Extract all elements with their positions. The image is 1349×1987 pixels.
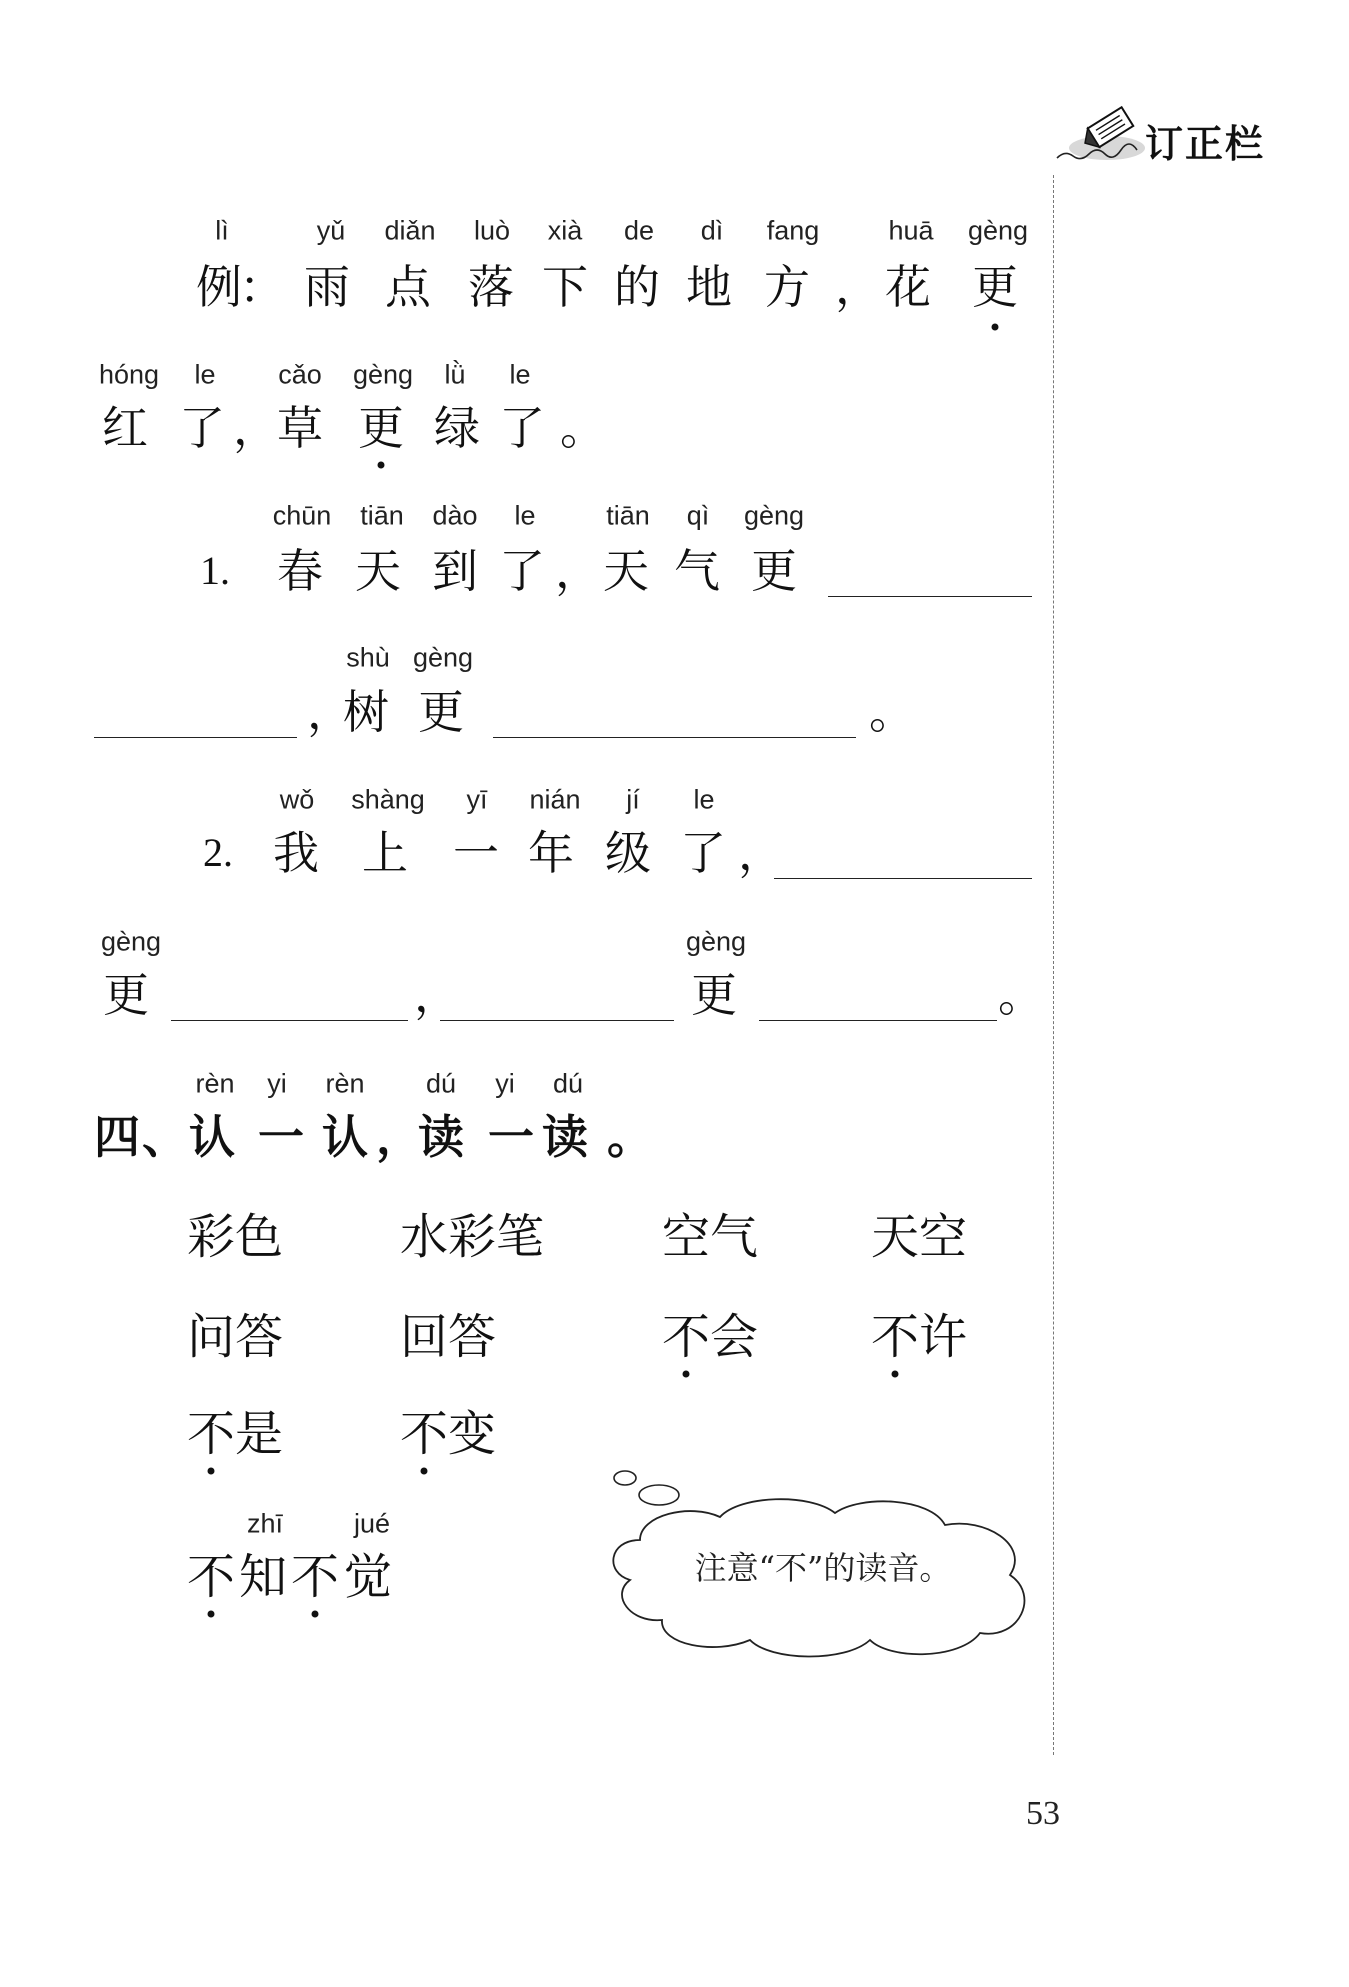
answer-blank <box>493 737 856 738</box>
hanzi-char: 到 <box>432 544 478 598</box>
hanzi-char: 更 <box>103 968 149 1022</box>
section-heading-char: 一 <box>488 1110 534 1164</box>
pinyin-syllable: gèng <box>743 500 805 531</box>
pinyin-syllable: hóng <box>98 359 160 390</box>
section-heading-char: 读 <box>418 1110 464 1164</box>
pinyin-syllable: jué <box>353 1508 391 1539</box>
pinyin-syllable: yǔ <box>316 215 346 246</box>
pinyin-syllable: huā <box>888 215 934 246</box>
hanzi-char: 气 <box>674 544 720 598</box>
pinyin-syllable: dào <box>432 500 478 531</box>
pinyin-syllable: wǒ <box>279 784 315 815</box>
hanzi-char: 了 <box>680 826 726 880</box>
pinyin-syllable: tiān <box>360 500 404 531</box>
hanzi-char: 草 <box>277 401 323 455</box>
pinyin-syllable: dú <box>425 1068 457 1099</box>
hanzi-char: 我 <box>273 826 319 880</box>
punctuation: ， <box>835 260 881 314</box>
idiom-char: 不 <box>186 1549 236 1605</box>
vocab-word: 不会 <box>662 1309 759 1365</box>
pinyin-syllable: diǎn <box>384 215 436 246</box>
pinyin-syllable: shù <box>346 642 390 673</box>
emphasis-dot <box>892 1371 899 1378</box>
vocab-word: 彩色 <box>187 1209 284 1265</box>
correction-column-label: 订正栏 <box>1144 122 1266 166</box>
punctuation: ， <box>233 401 279 455</box>
hanzi-char: 天 <box>603 544 649 598</box>
hanzi-char: 了 <box>179 401 225 455</box>
answer-blank <box>759 1020 997 1021</box>
hanzi-char: 春 <box>277 544 323 598</box>
hanzi-char: 下 <box>542 260 588 314</box>
answer-blank <box>94 737 297 738</box>
punctuation: ， <box>738 826 784 880</box>
page-number: 53 <box>1026 1795 1060 1832</box>
hanzi-char: 树 <box>343 685 389 739</box>
hanzi-char: 年 <box>528 826 574 880</box>
idiom-char: 知 <box>238 1549 288 1605</box>
pinyin-syllable: dì <box>700 215 724 246</box>
emphasis-dot <box>378 462 385 469</box>
pinyin-syllable: gèng <box>685 926 747 957</box>
tip-bubble-text: 注意“不”的读音。 <box>694 1549 952 1587</box>
hanzi-char: 点 <box>385 260 431 314</box>
vocab-word: 回答 <box>400 1309 497 1365</box>
pinyin-syllable: cǎo <box>278 359 322 390</box>
hanzi-char: 天 <box>355 544 401 598</box>
exercise-number: 2. <box>203 830 233 875</box>
pinyin-syllable: chūn <box>272 500 332 531</box>
emphasis-dot <box>992 324 999 331</box>
idiom-char: 不 <box>290 1549 340 1605</box>
vocab-word: 空气 <box>662 1209 759 1265</box>
emphasis-dot <box>208 1611 215 1618</box>
pinyin-syllable: rèn <box>325 1068 365 1099</box>
hanzi-char: 地 <box>686 260 732 314</box>
idiom-char: 觉 <box>343 1549 393 1605</box>
emphasis-dot <box>312 1611 319 1618</box>
pinyin-syllable: de <box>623 215 655 246</box>
pinyin-syllable: lì <box>215 215 229 246</box>
section-heading-char: 读 <box>542 1110 588 1164</box>
hanzi-char: 一 <box>453 826 499 880</box>
pinyin-syllable: yi <box>495 1068 515 1099</box>
vocab-word: 天空 <box>871 1209 968 1265</box>
pinyin-syllable: le <box>509 359 531 390</box>
pinyin-syllable: tiān <box>606 500 650 531</box>
section-heading-char: 、 <box>142 1110 188 1164</box>
vocab-word: 水彩笔 <box>400 1209 545 1265</box>
answer-blank <box>828 596 1032 597</box>
punctuation: 。 <box>869 685 915 739</box>
hanzi-char: 花 <box>885 260 931 314</box>
hanzi-char: 更 <box>358 401 404 455</box>
pinyin-syllable: luò <box>473 215 511 246</box>
punctuation: 。 <box>560 401 606 455</box>
pinyin-syllable: shàng <box>351 784 425 815</box>
answer-blank <box>774 878 1032 879</box>
pinyin-syllable: dú <box>552 1068 584 1099</box>
hanzi-char: 红 <box>102 401 148 455</box>
pinyin-syllable: yi <box>267 1068 287 1099</box>
hanzi-char: 的 <box>614 260 660 314</box>
pencil-icon <box>1055 98 1145 170</box>
pinyin-syllable: fang <box>766 215 820 246</box>
section-heading-char: 一 <box>258 1110 304 1164</box>
pinyin-syllable: le <box>514 500 536 531</box>
pinyin-syllable: nián <box>529 784 581 815</box>
hanzi-char: 更 <box>751 544 797 598</box>
pinyin-syllable: zhī <box>246 1508 284 1539</box>
pinyin-syllable: lǜ <box>444 359 466 390</box>
hanzi-char: 更 <box>691 968 737 1022</box>
answer-blank <box>440 1020 674 1021</box>
hanzi-char: 了 <box>499 401 545 455</box>
section-heading-char: 四 <box>94 1110 140 1164</box>
punctuation: ， <box>307 685 353 739</box>
pinyin-syllable: gèng <box>412 642 474 673</box>
hanzi-char: 了 <box>499 544 545 598</box>
hanzi-char: 级 <box>605 826 651 880</box>
emphasis-dot <box>421 1468 428 1475</box>
pinyin-syllable: le <box>194 359 216 390</box>
hanzi-char: ： <box>239 260 285 314</box>
pinyin-syllable: yī <box>466 784 488 815</box>
hanzi-char: 更 <box>418 685 464 739</box>
pinyin-syllable: jí <box>626 784 640 815</box>
pinyin-syllable: rèn <box>195 1068 235 1099</box>
section-heading-char: 认 <box>322 1110 368 1164</box>
punctuation: ， <box>555 544 601 598</box>
pinyin-syllable: gèng <box>352 359 414 390</box>
hanzi-char: 落 <box>468 260 514 314</box>
hanzi-char: 更 <box>972 260 1018 314</box>
vocab-word: 问答 <box>187 1309 284 1365</box>
hanzi-char: 绿 <box>434 401 480 455</box>
emphasis-dot <box>683 1371 690 1378</box>
pinyin-syllable: qì <box>686 500 710 531</box>
punctuation: 。 <box>998 968 1044 1022</box>
exercise-number: 1. <box>200 548 230 593</box>
answer-blank <box>171 1020 408 1021</box>
correction-column-divider <box>1053 175 1054 1755</box>
punctuation: ， <box>414 968 460 1022</box>
example-label: 例 <box>196 260 242 314</box>
hanzi-char: 方 <box>764 260 810 314</box>
vocab-word: 不许 <box>871 1309 968 1365</box>
section-heading-char: ， <box>376 1110 422 1164</box>
section-heading-char: 认 <box>189 1110 235 1164</box>
pinyin-syllable: gèng <box>967 215 1029 246</box>
section-heading-char: 。 <box>607 1110 653 1164</box>
emphasis-dot <box>208 1468 215 1475</box>
vocab-word: 不是 <box>187 1406 284 1462</box>
vocab-word: 不变 <box>400 1406 497 1462</box>
pinyin-syllable: le <box>693 784 715 815</box>
pinyin-syllable: xià <box>547 215 583 246</box>
pinyin-syllable: gèng <box>100 926 162 957</box>
hanzi-char: 雨 <box>304 260 350 314</box>
hanzi-char: 上 <box>362 826 408 880</box>
